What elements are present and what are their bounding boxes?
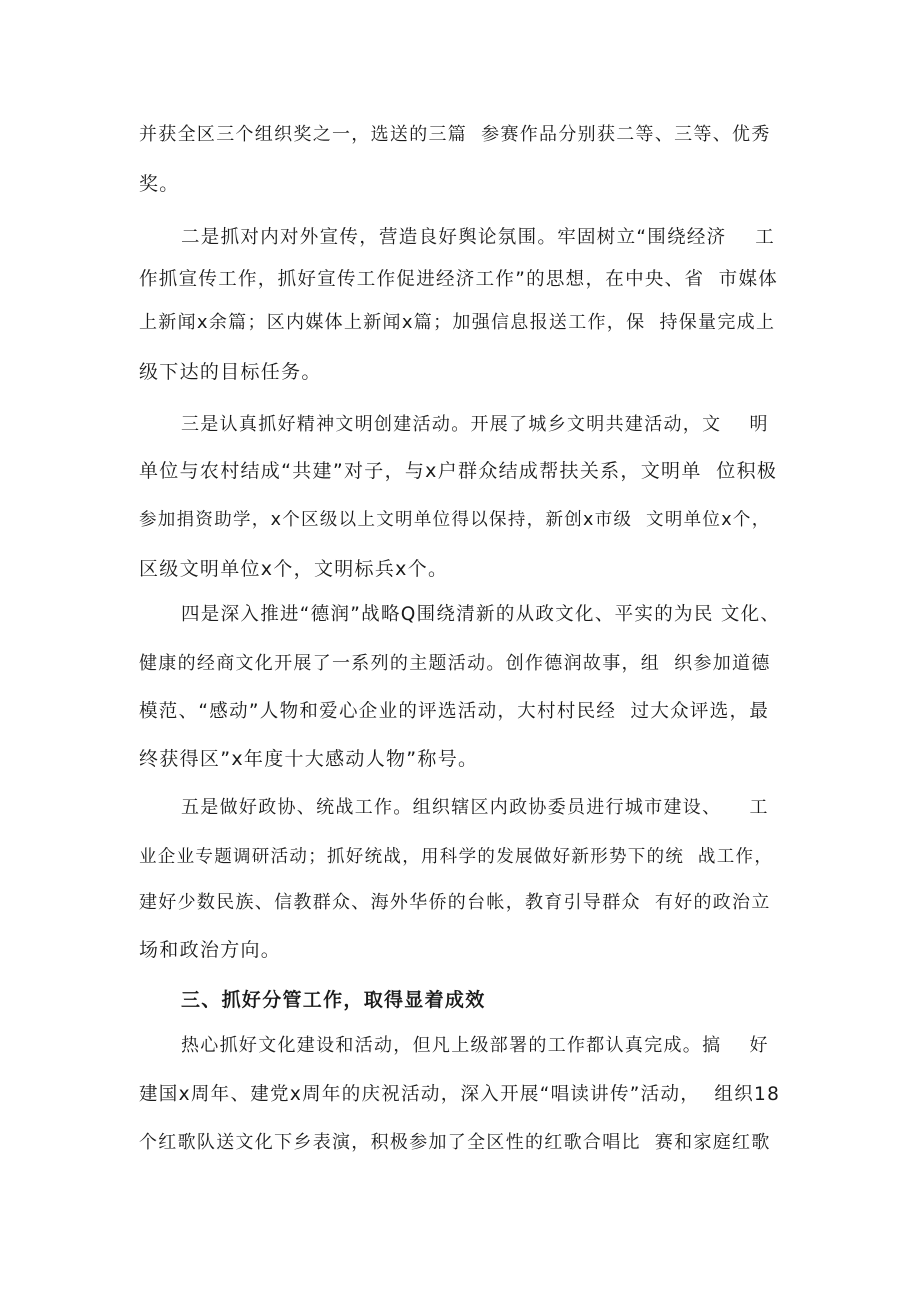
paragraph-4-line-4: 终获得区”x年度十大感动人物”称号。 [139, 748, 479, 770]
paragraph-4-line-2: 健康的经商文化开展了一系列的主题活动。创作德润故事，组 织参加道德 [139, 653, 771, 674]
paragraph-5-line-1: 五是做好政协、统战工作。组织辖区内政协委员进行城市建设、 工 [181, 797, 769, 818]
paragraph-6-line-3: 个红歌队送文化下乡表演，积极参加了全区性的红歌合唱比 赛和家庭红歌 [139, 1132, 771, 1153]
paragraph-2-line-2: 作抓宣传工作，抓好宣传工作促进经济工作”的思想，在中央、省 市媒体 [139, 269, 779, 290]
paragraph-2-line-1: 二是抓对内对外宣传，营造良好舆论氛围。牢固树立“围绕经济 工 [181, 227, 776, 248]
paragraph-3-line-3: 参加捐资助学，x个区级以上文明单位得以保持，新创x市级 文明单位x个， [139, 510, 771, 530]
paragraph-5-line-2: 业企业专题调研活动；抓好统战，用科学的发展做好新形势下的统 战工作， [139, 847, 774, 867]
paragraph-2-line-3: 上新闻x余篇；区内媒体上新闻x篇；加强信息报送工作，保 持保量完成上 [139, 312, 776, 333]
section-heading: 三、抓好分管工作，取得显着成效 [181, 989, 486, 1011]
paragraph-5-line-3: 建好少数民族、信教群众、海外华侨的台帐，教育引导群众 有好的政治立 [139, 892, 771, 913]
paragraph-3-line-4: 区级文明单位x个，文明标兵x个。 [139, 558, 449, 580]
paragraph-3-line-2: 单位与农村结成“共建”对子，与x户群众结成帮扶关系，文明单 位积极 [139, 460, 778, 482]
paragraph-2-line-4: 级下达的目标任务。 [139, 361, 322, 383]
paragraph-continued-line-2: 奖。 [139, 173, 180, 195]
paragraph-4-line-1: 四是深入推进“德润”战略Q围绕清新的从政文化、平实的为民 文化、 [181, 604, 781, 625]
paragraph-6-line-1: 热心抓好文化建设和活动，但凡上级部署的工作都认真完成。搞 好 [181, 1035, 769, 1056]
paragraph-continued-line-1: 并获全区三个组织奖之一，选送的三篇 参赛作品分别获二等、三等、优秀 [139, 124, 771, 145]
paragraph-3-line-1: 三是认真抓好精神文明创建活动。开展了城乡文明共建活动，文 明 [181, 414, 769, 435]
paragraph-4-line-3: 模范、“感动”人物和爱心企业的评选活动，大村村民经 过大众评选，最 [139, 701, 770, 722]
paragraph-5-line-4: 场和政治方向。 [139, 939, 282, 961]
paragraph-6-line-2: 建国x周年、建党x周年的庆祝活动，深入开展“唱读讲传”活动， 组织18 [139, 1084, 781, 1105]
